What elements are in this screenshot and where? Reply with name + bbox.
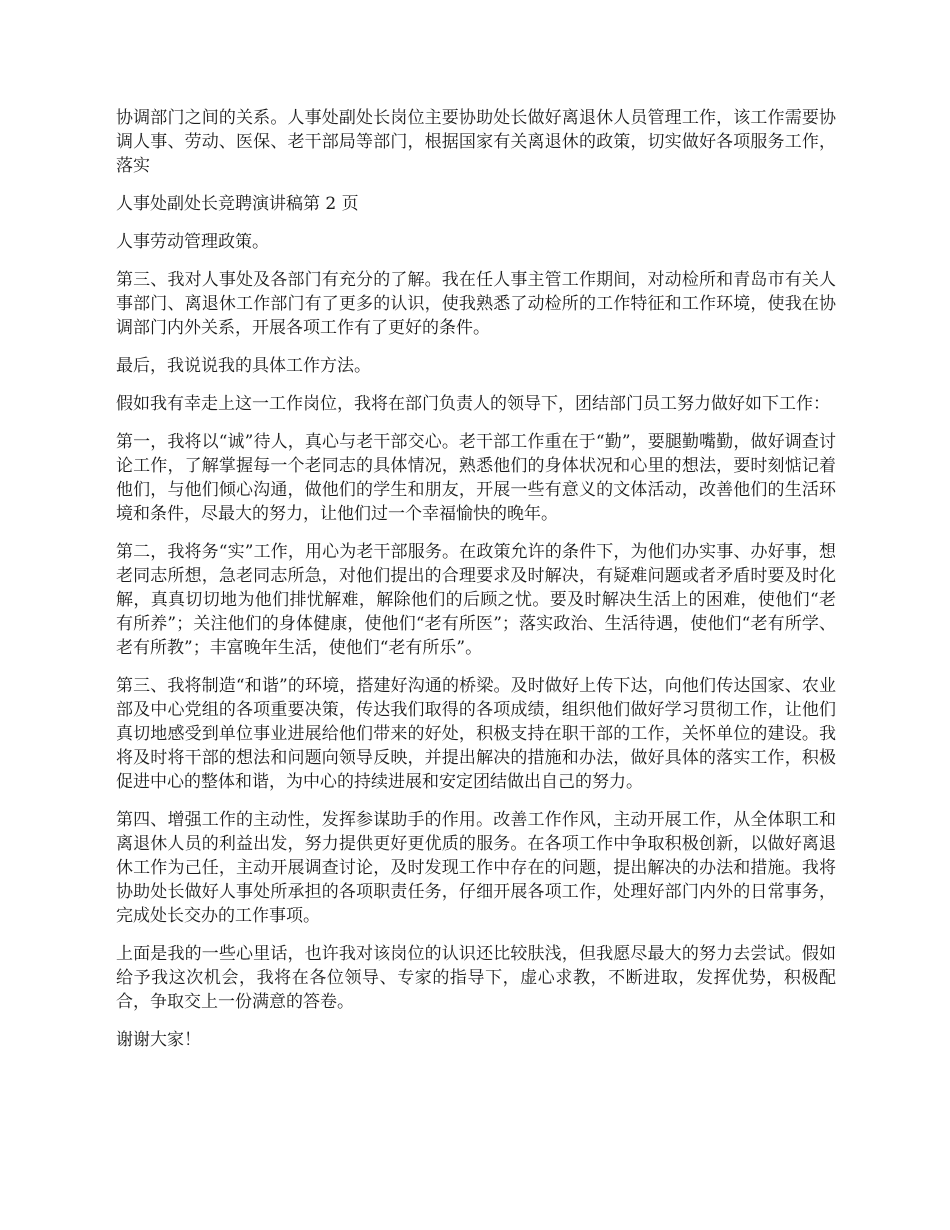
paragraph-thanks: 谢谢大家！: [116, 1030, 201, 1050]
paragraph-if-appointed: 假如我有幸走上这一工作岗位，我将在部门负责人的领导下，团结部门员工努力做好如下工作：: [116, 394, 830, 414]
paragraph-third-understanding: 第三、我对人事处及各部门有充分的了解。我在任人事主管工作期间，对动检所和青岛市有关人事部门、离退休工作部门有了更多的认识，使我熟悉了动检所的工作特征和工作环境，使我在协调部门内外关系，开展各项工作有了更好的条件。: [116, 270, 836, 338]
paragraph-second-practical: 第二，我将务“实”工作，用心为老干部服务。在政策允许的条件下，为他们办实事、办好事，想老同志所想，急老同志所急，对他们提出的合理要求及时解决，有疑难问题或者矛盾时要及时化解，真真切切地为他们排忧解难，解除他们的后顾之忧。要及时解决生活上的困难，使他们“老有所养”；关注他们的身体健康，使他们“老有所医”；落实政治、生活待遇，使他们“老有所学、老有所教”；丰富晚年生活，使他们“老有所乐”。: [116, 542, 836, 658]
page-header: 人事处副处长竞聘演讲稿第 2 页: [116, 194, 359, 214]
paragraph-policy: 人事劳动管理政策。: [116, 232, 269, 252]
paragraph-third-harmony: 第三、我将制造“和谐”的环境，搭建好沟通的桥梁。及时做好上传下达，向他们传达国家、农业部及中心党组的各项重要决策，传达我们取得的各项成绩，组织他们做好学习贯彻工作，让他们真切地感受到单位事业进展给他们带来的好处，积极支持在职干部的工作，关怀单位的建设。我将及时将干部的想法和问题向领导反映，并提出解决的措施和办法，做好具体的落实工作，积极促进中心的整体和谐，为中心的持续进展和安定团结做出自己的努力。: [116, 676, 836, 792]
document-page: [116, 106, 836, 1066]
paragraph-methods-intro: 最后，我说说我的具体工作方法。: [116, 356, 371, 376]
paragraph-continuation: 协调部门之间的关系。人事处副处长岗位主要协助处长做好离退休人员管理工作，该工作需要协调人事、劳动、医保、老干部局等部门，根据国家有关离退休的政策，切实做好各项服务工作，落实: [116, 108, 836, 176]
paragraph-closing: 上面是我的一些心里话，也许我对该岗位的认识还比较肤浅，但我愿尽最大的努力去尝试。假如给予我这次机会，我将在各位领导、专家的指导下，虚心求教，不断进取，发挥优势，积极配合，争取交上一份满意的答卷。: [116, 944, 836, 1012]
paragraph-first-sincerity: 第一，我将以“诚”待人，真心与老干部交心。老干部工作重在于“勤”，要腿勤嘴勤，做好调查讨论工作，了解掌握每一个老同志的具体情况，熟悉他们的身体状况和心里的想法，要时刻惦记着他们，与他们倾心沟通，做他们的学生和朋友，开展一些有意义的文体活动，改善他们的生活环境和条件，尽最大的努力，让他们过一个幸福愉快的晚年。: [116, 432, 836, 524]
paragraph-fourth-initiative: 第四、增强工作的主动性，发挥参谋助手的作用。改善工作作风，主动开展工作，从全体职工和离退休人员的利益出发，努力提供更好更优质的服务。在各项工作中争取积极创新，以做好离退休工作为己任，主动开展调查讨论，及时发现工作中存在的问题，提出解决的办法和措施。我将协助处长做好人事处所承担的各项职责任务，仔细开展各项工作，处理好部门内外的日常事务，完成处长交办的工作事项。: [116, 810, 836, 926]
